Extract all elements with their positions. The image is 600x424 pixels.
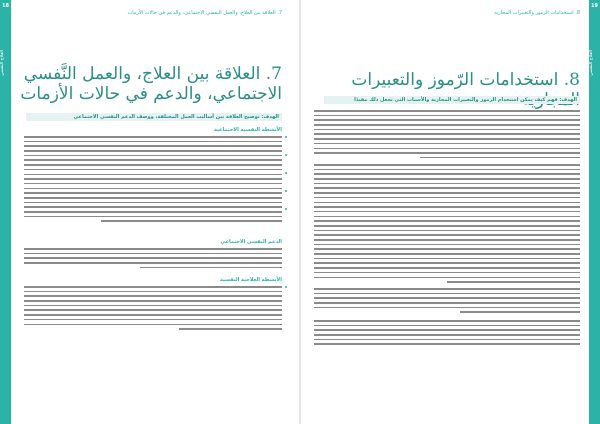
bullet-marker	[285, 136, 287, 138]
section-heading-therapeutic-activities: الأنشطة العلاجية النفسية	[219, 277, 282, 283]
bullet-marker	[285, 154, 287, 156]
bullet-marker	[285, 208, 287, 210]
left-page-subtitle: الهدف: توضيح العلاقة بين أساليب العمل المختلفة، ووصف الدعم النفسي الاجتماعي	[26, 113, 282, 121]
right-edge-tab	[589, 0, 600, 424]
section-body-psychosocial-activities	[24, 136, 282, 225]
bullet-marker	[285, 172, 287, 174]
bullet-marker	[285, 286, 287, 288]
left-page-number: 18	[2, 3, 9, 9]
section-body-psychosocial-support	[24, 248, 282, 271]
right-page-title: 8. استخدامات الرّموز والتعبيرات	[351, 70, 580, 90]
right-paragraph-3	[314, 288, 580, 316]
left-running-head: 7. العلاقة بين العلاج، والعمل النفسي الاجتماعي، والدعم في حالات الأزمات	[127, 10, 282, 16]
left-title-line-2: الاجتماعي، والدعم في حالات الأزمات	[20, 84, 282, 104]
right-paragraph-1	[314, 110, 580, 162]
left-page-title	[12, 64, 282, 104]
bullet-marker	[285, 190, 287, 192]
right-page	[300, 0, 600, 424]
left-title-line-1: 7. العلاقة بين العلاج، والعمل النَّفسي	[23, 64, 282, 84]
section-heading-psychosocial-activities: الأنشطة النفسية الاجتماعية	[214, 127, 282, 133]
spine-gutter	[299, 0, 301, 424]
right-paragraph-4	[314, 320, 580, 348]
right-edge-label: العلاج النفسي	[589, 50, 594, 76]
right-running-head: 8. استخدامات الرموز والتعبيرات المجازية	[494, 10, 580, 16]
right-paragraph-2	[314, 164, 580, 286]
right-page-subtitle: الهدف: فهم كيف يمكن استخدام الرموز والتعبيرات المجازية والأسباب التي تجعل ذلك مفيدًا	[324, 96, 580, 104]
left-edge-tab	[0, 0, 11, 424]
left-edge-label: العلاج النفسي	[0, 50, 5, 76]
section-body-therapeutic-activities	[24, 286, 282, 333]
section-heading-psychosocial-support: الدعم النفسي الاجتماعي	[220, 239, 282, 245]
right-page-number: 19	[591, 3, 598, 9]
